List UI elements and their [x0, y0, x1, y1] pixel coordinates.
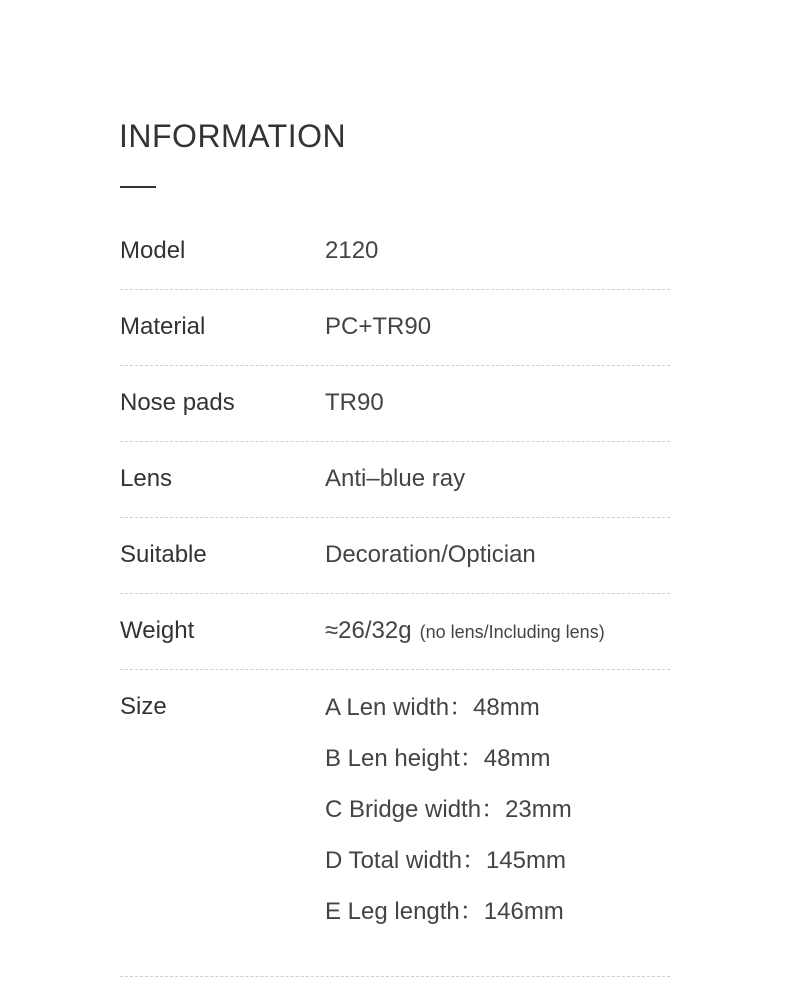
spec-row-material: [120, 290, 670, 366]
size-item-b: B Len height：48mm: [325, 745, 551, 772]
spec-value-weight: [325, 617, 605, 645]
spec-label: Suitable: [120, 541, 207, 568]
spec-value: TR90: [325, 389, 384, 416]
size-list: [325, 694, 572, 949]
spec-value: Decoration/Optician: [325, 541, 536, 568]
spec-row-nose-pads: [120, 366, 670, 442]
title-underline: [120, 186, 156, 188]
spec-value: Anti–blue ray: [325, 465, 466, 492]
spec-label: Nose pads: [120, 389, 235, 416]
spec-row-suitable: [120, 518, 670, 594]
spec-row-lens: [120, 442, 670, 518]
spec-value: PC+TR90: [325, 313, 432, 340]
spec-value: 2120: [325, 237, 379, 264]
size-item-a: A Len width：48mm: [325, 694, 540, 721]
size-item-d: D Total width：145mm: [325, 847, 566, 874]
weight-note: (no lens/Including lens): [419, 622, 605, 642]
weight-value: ≈26/32g: [325, 617, 412, 644]
spec-label: Material: [120, 313, 206, 340]
spec-label: Weight: [120, 617, 195, 644]
spec-label: Lens: [120, 465, 173, 492]
spec-row-size: [120, 670, 670, 977]
size-item-e: E Leg length：146mm: [325, 898, 564, 925]
spec-table: [120, 214, 670, 977]
spec-label: Model: [120, 237, 186, 264]
size-item-c: C Bridge width：23mm: [325, 796, 572, 823]
page-title: INFORMATION: [119, 118, 347, 154]
spec-row-model: [120, 214, 670, 290]
spec-label: Size: [120, 693, 167, 720]
spec-row-weight: [120, 594, 670, 670]
